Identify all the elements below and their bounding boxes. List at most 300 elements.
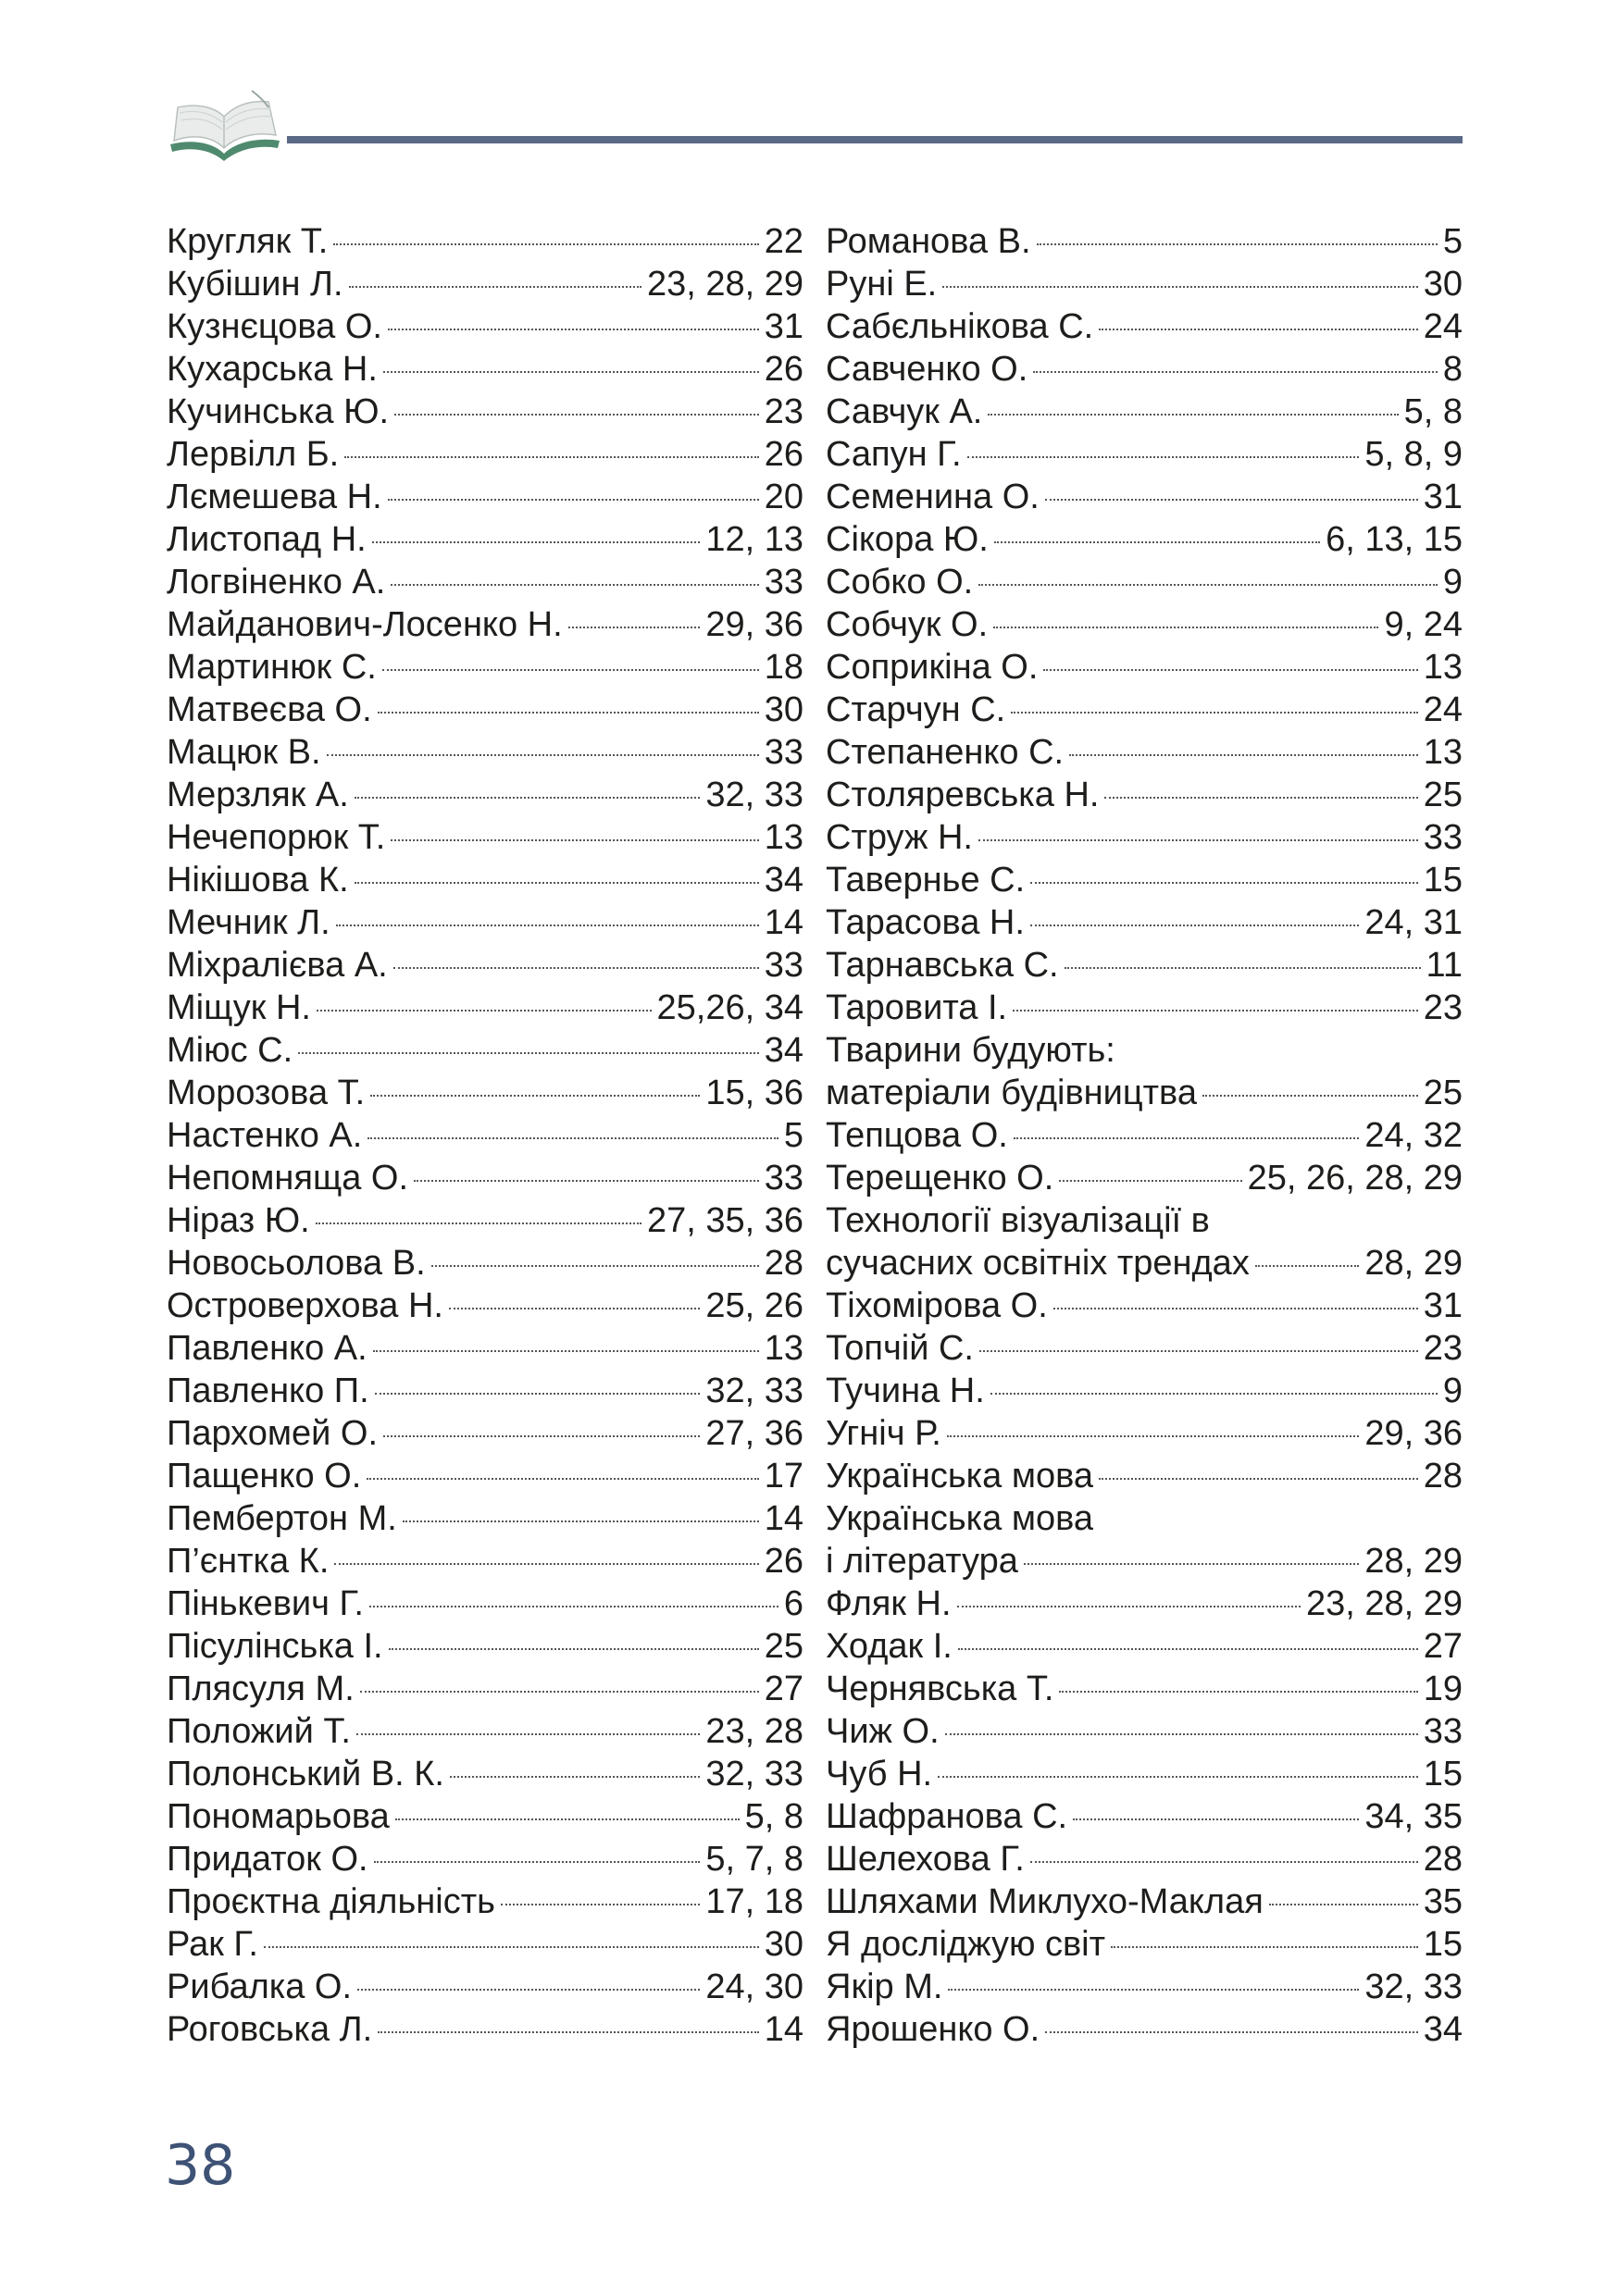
dot-leader [501,1904,700,1905]
index-entry [826,263,1463,305]
dot-leader [317,1010,652,1011]
index-entry [167,1880,803,1923]
entry-name: Тіхомірова О. [826,1286,1048,1325]
dot-leader [431,1265,759,1267]
index-entry [167,1285,803,1327]
index-entry [167,348,803,391]
entry-pages: 11 [1426,946,1463,985]
index-entry [167,1157,803,1199]
entry-pages: 33 [1423,818,1463,857]
page-number: 38 [165,2133,236,2198]
open-book-icon [167,83,282,167]
dot-leader [1059,1691,1417,1693]
index-entry [167,816,803,859]
index-entry [826,1370,1463,1412]
dot-leader [336,925,759,926]
dot-leader [1255,1265,1360,1267]
index-entry [826,816,1463,859]
dot-leader [414,1180,759,1182]
entry-name: Фляк Н. [826,1584,952,1623]
entry-name: Якір М. [826,1967,943,2006]
index-entry [826,1157,1463,1199]
entry-name: Настенко А. [167,1116,363,1155]
entry-name: Кругляк Т. [167,222,329,261]
entry-pages: 26 [764,1542,803,1581]
index-entry [826,1966,1463,2008]
entry-pages: 20 [764,478,803,516]
index-entry [826,1753,1463,1795]
entry-pages: 23, 28, 29 [646,265,803,304]
entry-pages: 33 [764,733,803,772]
dot-leader [1043,669,1417,671]
index-entry [167,561,803,603]
index-entry [826,1199,1463,1242]
index-entry [826,1285,1463,1327]
entry-pages: 24 [1423,690,1463,729]
dot-leader [370,1095,700,1097]
index-entry [167,1966,803,2008]
entry-pages: 28, 29 [1364,1244,1463,1283]
entry-pages: 33 [764,1159,803,1198]
entry-name: Пінькевич Г. [167,1584,364,1623]
index-entry [826,1497,1463,1540]
entry-name: Листопад Н. [167,520,367,559]
entry-name: Новосьолова В. [167,1244,426,1283]
entry-pages: 25 [764,1627,803,1666]
entry-name: Собко О. [826,563,974,602]
entry-pages: 32, 33 [705,776,803,814]
entry-name: Таровита І. [826,988,1008,1027]
dot-leader [395,1818,740,1820]
dot-leader [388,499,759,501]
entry-pages: 31 [1423,1286,1463,1325]
index-entry [826,518,1463,561]
entry-pages: 35 [1423,1882,1463,1921]
entry-pages: 9 [1442,563,1463,602]
dot-leader [355,797,701,799]
entry-name: Мартинюк С. [167,648,377,687]
dot-leader [967,456,1360,458]
dot-leader [1030,1861,1418,1863]
entry-pages: 6 [783,1584,803,1623]
entry-name: Собчук О. [826,605,989,644]
index-entry [826,1412,1463,1455]
entry-name: Положий Т. [167,1712,351,1751]
entry-pages: 24, 30 [705,1967,803,2006]
entry-pages: 15 [1423,861,1463,900]
entry-name: Романова В. [826,222,1031,261]
index-entry [826,1710,1463,1753]
entry-name: Ярошенко О. [826,2010,1040,2049]
index-entry [826,1327,1463,1370]
dot-leader [382,669,759,671]
dot-leader [383,1435,700,1437]
dot-leader [990,1393,1438,1395]
entry-pages: 30 [1423,265,1463,304]
entry-name: Савченко О. [826,350,1028,389]
dot-leader [378,712,759,714]
entry-pages: 25 [1423,1074,1463,1112]
dot-leader [349,286,641,288]
entry-name: Тавернье С. [826,861,1026,900]
header-rule [287,136,1463,143]
index-entry [167,1199,803,1242]
dot-leader [979,1350,1418,1352]
index-entry [167,1497,803,1540]
entry-name: Міюс С. [167,1031,293,1070]
entry-name: Ніраз Ю. [167,1201,310,1240]
dot-leader [1045,2031,1418,2033]
dot-leader [1030,882,1418,884]
dot-leader [1073,1818,1359,1820]
entry-pages: 23 [1423,988,1463,1027]
entry-pages: 34, 35 [1364,1797,1463,1836]
dot-leader [360,1691,759,1693]
entry-pages: 23 [1423,1329,1463,1368]
dot-leader [383,371,759,373]
index-entry [167,1327,803,1370]
index-entry [826,859,1463,901]
entry-name: Пархомей О. [167,1414,379,1453]
entry-name: Морозова Т. [167,1074,366,1112]
dot-leader [938,1776,1418,1778]
entry-name: Пащенко О. [167,1457,362,1496]
index-entry [826,1029,1463,1072]
dot-leader [958,1648,1418,1650]
index-entry [167,305,803,348]
dot-leader [1030,925,1359,926]
index-entry [826,1923,1463,1966]
index-entry [826,731,1463,774]
entry-name: Топчій С. [826,1329,974,1368]
entry-name: Пісулінська І. [167,1627,383,1666]
dot-leader [378,2031,759,2033]
index-entry [167,1072,803,1114]
dot-leader [1024,1563,1360,1565]
entry-name: Чуб Н. [826,1755,933,1793]
entry-name: Руні Е. [826,265,938,304]
dot-leader [356,1733,700,1735]
entry-name: Семенина О. [826,478,1040,516]
index-entry [826,433,1463,476]
dot-leader [333,243,758,245]
index-entry [826,2008,1463,2051]
entry-name: Шелехова Г. [826,1840,1025,1879]
entry-pages: 32, 33 [1364,1967,1463,2006]
entry-pages: 23, 28, 29 [1305,1584,1463,1623]
dot-leader [1111,1946,1418,1948]
entry-name: Сапун Г. [826,435,962,474]
entry-name: Терещенко О. [826,1159,1054,1198]
entry-name: Старчун С. [826,690,1006,729]
entry-name: Я досліджую світ [826,1925,1106,1964]
entry-name: Павленко А. [167,1329,367,1368]
index-entry [167,1795,803,1838]
dot-leader [942,286,1417,288]
entry-pages: 9 [1442,1371,1463,1410]
dot-leader [1033,371,1438,373]
index-entry [167,1412,803,1455]
entry-pages: 28 [1423,1457,1463,1496]
dot-leader [372,541,701,543]
index-entry [826,1455,1463,1497]
index-entry [826,1795,1463,1838]
entry-name: Чиж О. [826,1712,940,1751]
entry-name: Степаненко С. [826,733,1065,772]
entry-pages: 15 [1423,1755,1463,1793]
index-entry [826,1838,1463,1880]
dot-leader [449,1308,700,1309]
dot-leader [327,754,759,756]
dot-leader [945,1733,1418,1735]
index-entry [826,774,1463,816]
entry-name: Проєктна діяльність [167,1882,495,1921]
dot-leader [978,584,1438,586]
index-entry [167,1582,803,1625]
index-entry [167,476,803,518]
entry-pages: 6, 13, 15 [1326,520,1463,559]
dot-leader [367,1478,758,1480]
entry-pages: 32, 33 [705,1371,803,1410]
entry-pages: 5, 7, 8 [705,1840,803,1879]
index-entry [167,518,803,561]
dot-leader [1037,243,1438,245]
entry-pages: 24 [1423,307,1463,346]
entry-name: Придаток О. [167,1840,368,1879]
index-entry [167,774,803,816]
index-column-left [167,220,803,2051]
dot-leader [393,967,759,969]
index-entry [826,305,1463,348]
entry-name: матеріали будівництва [826,1074,1197,1112]
entry-name: Майданович-Лосенко Н. [167,605,563,644]
entry-name: Кубішин Л. [167,265,343,304]
dot-leader [993,627,1378,628]
index-entry [826,603,1463,646]
entry-pages: 17, 18 [705,1882,803,1921]
entry-pages: 18 [764,648,803,687]
index-entry [167,263,803,305]
dot-leader [450,1776,700,1778]
index-entry [167,1668,803,1710]
index-entry [167,1029,803,1072]
entry-pages: 15, 36 [705,1074,803,1112]
entry-name: Ходак І. [826,1627,953,1666]
entry-name: Лємешева Н. [167,478,382,516]
dot-leader [957,1606,1301,1607]
entry-name: Чернявська Т. [826,1669,1054,1708]
dot-leader [357,1989,700,1991]
entry-name: Пономарьова [167,1797,390,1836]
index-entry [167,433,803,476]
index-entry [167,391,803,433]
dot-leader [1099,329,1418,330]
entry-pages: 29, 36 [1364,1414,1463,1453]
dot-leader [369,1606,778,1607]
index-entry [826,1668,1463,1710]
dot-leader [1099,1478,1418,1480]
entry-pages: 12, 13 [705,520,803,559]
entry-pages: 19 [1423,1669,1463,1708]
entry-name: Струж Н. [826,818,973,857]
entry-pages: 8 [1442,350,1463,389]
index-entry [826,1072,1463,1114]
entry-name: Мечник Л. [167,903,330,942]
index-entry [826,689,1463,731]
dot-leader [1045,499,1418,501]
entry-pages: 23 [764,392,803,431]
index-entry [167,220,803,263]
entry-name: Плясуля М. [167,1669,355,1708]
entry-name: Міхралієва А. [167,946,388,985]
index-entry [167,689,803,731]
index-entry [167,1114,803,1157]
entry-name: Тарнавська С. [826,946,1059,985]
index-entry [167,987,803,1029]
entry-pages: 9, 24 [1384,605,1463,644]
index-entry [167,1923,803,1966]
index-entry [167,1838,803,1880]
entry-name: Полонський В. К. [167,1755,444,1793]
entry-name: Островерхова Н. [167,1286,443,1325]
entry-name: Сікора Ю. [826,520,989,559]
entry-name: Нікішова К. [167,861,349,900]
entry-pages: 13 [1423,733,1463,772]
index-entry [826,561,1463,603]
entry-name: Соприкіна О. [826,648,1039,687]
index-entry [167,1242,803,1285]
entry-pages: 14 [764,903,803,942]
entry-name: Матвеєва О. [167,690,372,729]
entry-name: Тарасова Н. [826,903,1025,942]
dot-leader [1269,1904,1418,1905]
entry-name: Мерзляк А. [167,776,349,814]
index-entry [826,944,1463,987]
entry-name: Технології візуалізації в [826,1201,1210,1240]
entry-pages: 32, 33 [705,1755,803,1793]
dot-leader [978,839,1418,841]
entry-pages: 13 [764,1329,803,1368]
entry-pages: 26 [764,350,803,389]
entry-name: Тепцова О. [826,1116,1008,1155]
entry-name: Павленко П. [167,1371,369,1410]
entry-name: Угніч Р. [826,1414,941,1453]
index-entry [167,603,803,646]
index-entry [826,987,1463,1029]
dot-leader [568,627,701,628]
entry-pages: 14 [764,2010,803,2049]
dot-leader [988,414,1398,416]
dot-leader [1202,1095,1418,1097]
index-entry [826,1540,1463,1582]
entry-name: Логвіненко А. [167,563,386,602]
index-entry [167,1625,803,1668]
dot-leader [947,1435,1360,1437]
dot-leader [1011,712,1418,714]
index-entry [826,391,1463,433]
dot-leader [391,839,758,841]
entry-name: Рак Г. [167,1925,258,1964]
entry-pages: 30 [764,690,803,729]
entry-pages: 25 [1423,776,1463,814]
dot-leader [403,1520,759,1522]
entry-pages: 28 [1423,1840,1463,1879]
entry-pages: 15 [1423,1925,1463,1964]
entry-name: Тучина Н. [826,1371,985,1410]
entry-name: Кухарська Н. [167,350,378,389]
entry-pages: 26 [764,435,803,474]
dot-leader [374,1861,701,1863]
entry-pages: 17 [764,1457,803,1496]
entry-name: Кучинська Ю. [167,392,390,431]
index-entry [167,1753,803,1795]
index-entry [826,1114,1463,1157]
dot-leader [298,1052,759,1054]
entry-name: Міщук Н. [167,988,311,1027]
dot-leader [264,1946,759,1948]
entry-pages: 22 [764,222,803,261]
dot-leader [1059,1180,1241,1182]
entry-pages: 28, 29 [1364,1542,1463,1581]
dot-leader [373,1350,759,1352]
entry-pages: 13 [764,818,803,857]
entry-pages: 25, 26 [705,1286,803,1325]
entry-name: Шафранова С. [826,1797,1068,1836]
entry-pages: 31 [1423,478,1463,516]
entry-name: Шляхами Миклухо-Маклая [826,1882,1264,1921]
index-entry [826,1582,1463,1625]
index-entry [826,1880,1463,1923]
entry-pages: 5 [783,1116,803,1155]
entry-pages: 24, 32 [1364,1116,1463,1155]
dot-leader [1065,967,1421,969]
entry-pages: 27, 36 [705,1414,803,1453]
entry-name: Пембертон М. [167,1499,397,1538]
dot-leader [1014,1137,1360,1139]
index-entry [167,1370,803,1412]
entry-pages: 29, 36 [705,605,803,644]
entry-name: Українська мова [826,1457,1093,1496]
dot-leader [1104,797,1417,799]
dot-leader [316,1222,641,1224]
index-entry [167,731,803,774]
index-entry [167,1455,803,1497]
dot-leader [367,1137,778,1139]
entry-pages: 24, 31 [1364,903,1463,942]
dot-leader [391,584,758,586]
index-entry [167,859,803,901]
dot-leader [1069,754,1418,756]
entry-pages: 25, 26, 28, 29 [1247,1159,1463,1198]
index-entry [167,1710,803,1753]
index-entry [167,646,803,689]
entry-name: Українська мова [826,1499,1093,1538]
dot-leader [394,414,759,416]
entry-pages: 34 [1423,2010,1463,2049]
index-entry [167,944,803,987]
entry-pages: 27 [764,1669,803,1708]
dot-leader [375,1393,701,1395]
index-entry [167,901,803,944]
entry-pages: 30 [764,1925,803,1964]
dot-leader [994,541,1320,543]
entry-pages: 14 [764,1499,803,1538]
entry-pages: 33 [1423,1712,1463,1751]
entry-name: Столяревська Н. [826,776,1100,814]
dot-leader [334,1563,758,1565]
entry-name: Лервілл Б. [167,435,340,474]
dot-leader [355,882,759,884]
